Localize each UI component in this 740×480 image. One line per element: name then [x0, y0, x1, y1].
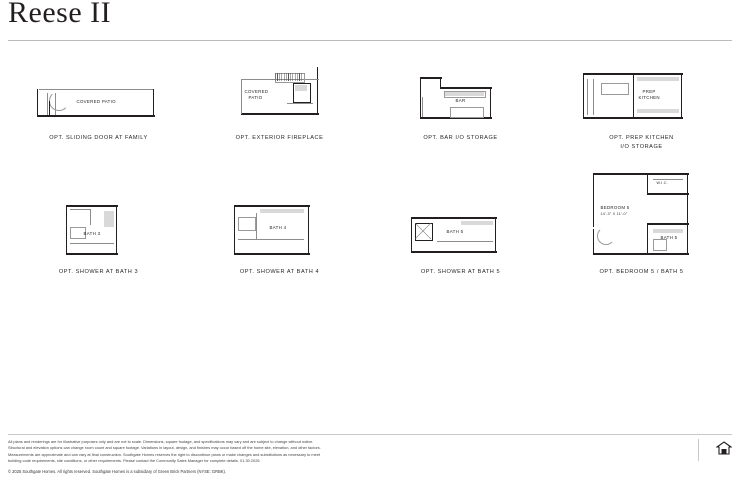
room-dimensions: 14'-3" X 11'-0": [600, 212, 628, 217]
room-label: COVERED PATIO: [76, 99, 116, 104]
room-label: PATIO: [248, 95, 263, 100]
floorplan-prep-kitchen-ilo-storage: [555, 55, 728, 127]
option-caption-line1: OPT. PREP KITCHEN: [609, 135, 674, 141]
disclaimer-line-4: building code requirements, site conditions, or other requirements. Please contact the Community Sales Manager for complete details. 01.30.2026: [8, 457, 260, 463]
option-caption: [609, 134, 674, 151]
option-card-sliding-door-family[interactable]: [8, 55, 189, 151]
room-label: BATH 5: [446, 229, 464, 235]
option-caption: OPT. EXTERIOR FIREPLACE: [235, 135, 324, 141]
copyright-text: © 2025 Southgate Homes. All rights reserved. Southgate Homes is a subsidiary of Green Brick Partners (NYSE: GRBK).: [8, 469, 227, 474]
option-card-shower-bath-3[interactable]: [8, 165, 189, 284]
floorplan-shower-bath-4: [193, 165, 366, 261]
floorplan-shower-bath-3: [12, 165, 185, 261]
room-label: W.I.C.: [656, 181, 669, 186]
option-card-shower-bath-4[interactable]: [189, 165, 370, 284]
room-label: BAR: [455, 98, 466, 103]
room-label: BEDROOM 5: [600, 205, 630, 211]
option-caption: OPT. SLIDING DOOR AT FAMILY: [49, 135, 148, 141]
room-label: PREP: [642, 89, 656, 94]
page-title: Reese II: [8, 0, 112, 29]
room-label: BATH 5: [660, 235, 678, 241]
disclaimer-text: [8, 439, 321, 464]
floorplan-bar-ilo-storage: [374, 55, 547, 127]
shower-cross-icon: [415, 223, 431, 239]
title-divider: [8, 40, 732, 41]
option-card-exterior-fireplace[interactable]: [189, 55, 370, 151]
floorplan-exterior-fireplace: [193, 55, 366, 127]
room-label: KITCHEN: [638, 95, 660, 100]
option-card-prep-kitchen-ilo-storage[interactable]: [551, 55, 732, 151]
option-caption: OPT. SHOWER AT BATH 4: [239, 269, 320, 276]
footer-divider: [8, 434, 732, 435]
option-card-shower-bath-5[interactable]: [370, 165, 551, 284]
room-label: BATH 4: [269, 225, 287, 231]
floorplan-sliding-door-family: [12, 55, 185, 127]
floorplan-bedroom-5-bath-5: [555, 165, 728, 261]
disclaimer-line-3: Measurements are approximate and can vary at final construction. Southgate Homes reserves the right to discontinue plans or make changes and substitutions as necessary to meet: [8, 451, 321, 457]
room-label: COVERED: [244, 89, 269, 94]
option-caption: OPT. SHOWER AT BATH 5: [420, 269, 501, 276]
disclaimer-line-1: All plans and renderings are for illustrative purposes only and are not to scale. Dimensions, square footage, and specifications may vary and are subject to change without notice.: [8, 439, 314, 444]
option-caption: OPT. SHOWER AT BATH 3: [58, 269, 139, 276]
floorplan-shower-bath-5: [374, 165, 547, 261]
option-caption: OPT. BAR I/O STORAGE: [423, 135, 498, 141]
option-caption-line2: I/O STORAGE: [620, 143, 663, 150]
option-card-bar-ilo-storage[interactable]: [370, 55, 551, 151]
options-grid: [8, 55, 732, 284]
equal-housing-opportunity-icon: [698, 439, 732, 461]
option-card-bedroom-5-bath-5[interactable]: [551, 165, 732, 284]
footer: [8, 434, 732, 474]
option-caption: OPT. BEDROOM 5 / BATH 5: [599, 269, 684, 276]
room-label: BATH 3: [83, 231, 101, 237]
disclaimer-line-2: Structural and elevation options can change room count and square footage. Variations in layout, design, and finishes may occur based off the home site, elevation, and other factors.: [8, 445, 321, 451]
